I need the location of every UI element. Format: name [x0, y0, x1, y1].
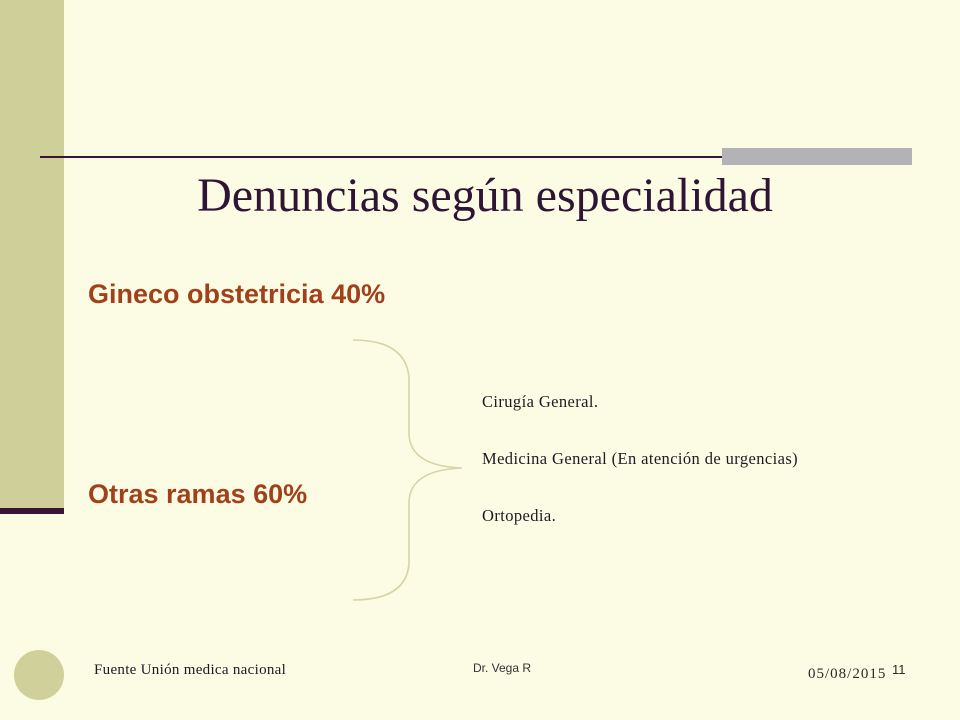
footer-author: Dr. Vega R: [473, 661, 532, 675]
slide-number: 11: [892, 662, 906, 677]
list-item-ortopedia: Ortopedia.: [482, 506, 557, 525]
footer-circle-ornament: [14, 650, 64, 700]
heading-gineco-obstetricia: Gineco obstetricia 40%: [88, 279, 386, 309]
list-item-medicina-general: Medicina General (En atención de urgencias): [482, 449, 799, 468]
list-item-cirugia: Cirugía General.: [482, 392, 599, 411]
left-sidebar-band: [0, 0, 64, 512]
heading-otras-ramas: Otras ramas 60%: [88, 479, 308, 509]
footer-source: Fuente Unión medica nacional: [94, 662, 287, 678]
slide-title: Denuncias según especialidad: [197, 169, 773, 222]
title-rule-accent: [722, 148, 912, 165]
curly-brace: [350, 338, 470, 603]
footer-date: 05/08/2015: [808, 666, 887, 682]
other-specialties-list: [482, 391, 798, 562]
sidebar-bottom-rule: [0, 508, 64, 514]
